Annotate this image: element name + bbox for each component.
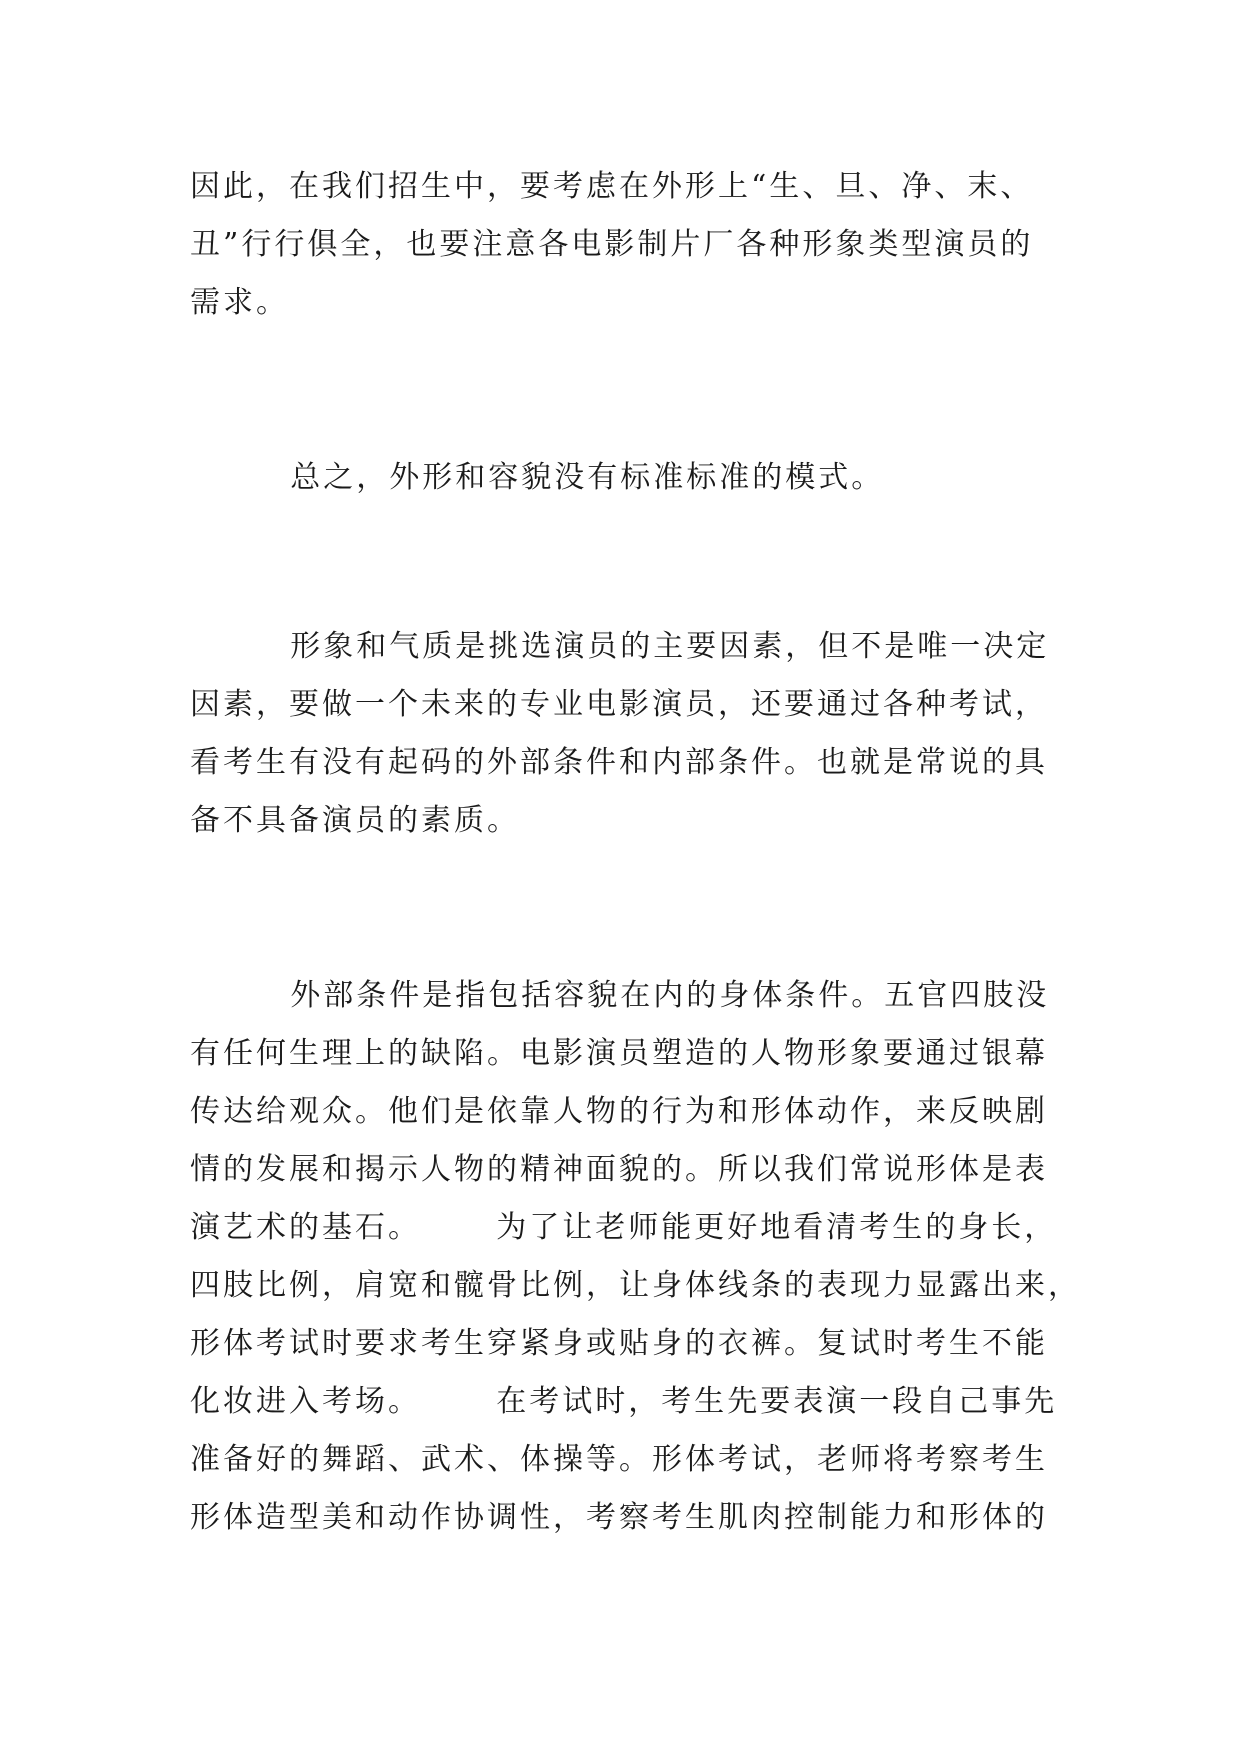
paragraph-image-and-temperament <box>190 618 1062 850</box>
text-line: 外部条件是指包括容貌在内的身体条件。五官四肢没 <box>190 978 1050 1013</box>
text-line: 因素，要做一个未来的专业电影演员，还要通过各种考试， <box>190 687 1048 722</box>
text-line: 看考生有没有起码的外部条件和内部条件。也就是常说的具 <box>190 745 1048 780</box>
text-line: 形体考试时要求考生穿紧身或贴身的衣裤。复试时考生不能 <box>190 1326 1048 1361</box>
text-line: 演艺术的基石。 为了让老师能更好地看清考生的身长， <box>190 1210 1058 1245</box>
text-line: 丑”行行俱全，也要注意各电影制片厂各种形象类型演员的 <box>190 227 1034 262</box>
text-line: 备不具备演员的素质。 <box>190 803 520 838</box>
paragraph-no-standard-mode <box>190 449 1062 507</box>
text-line: 总之，外形和容貌没有标准标准的模式。 <box>190 460 885 495</box>
text-line: 有任何生理上的缺陷。电影演员塑造的人物形象要通过银幕 <box>190 1036 1048 1071</box>
text-line: 准备好的舞蹈、武术、体操等。形体考试，老师将考察考生 <box>190 1442 1048 1477</box>
text-line: 因此，在我们招生中，要考虑在外形上“生、旦、净、末、 <box>190 169 1034 204</box>
text-line: 四肢比例，肩宽和髋骨比例，让身体线条的表现力显露出来， <box>190 1268 1081 1303</box>
paragraph-recruitment-appearance <box>190 158 1062 332</box>
text-line: 传达给观众。他们是依靠人物的行为和形体动作，来反映剧 <box>190 1094 1048 1129</box>
text-line: 化妆进入考场。 在考试时，考生先要表演一段自己事先 <box>190 1384 1058 1419</box>
text-line: 情的发展和揭示人物的精神面貌的。所以我们常说形体是表 <box>190 1152 1048 1187</box>
text-line: 形体造型美和动作协调性，考察考生肌肉控制能力和形体的 <box>190 1500 1048 1535</box>
paragraph-external-conditions <box>190 967 1081 1547</box>
text-line: 形象和气质是挑选演员的主要因素，但不是唯一决定 <box>190 629 1050 664</box>
text-line: 需求。 <box>190 285 289 320</box>
